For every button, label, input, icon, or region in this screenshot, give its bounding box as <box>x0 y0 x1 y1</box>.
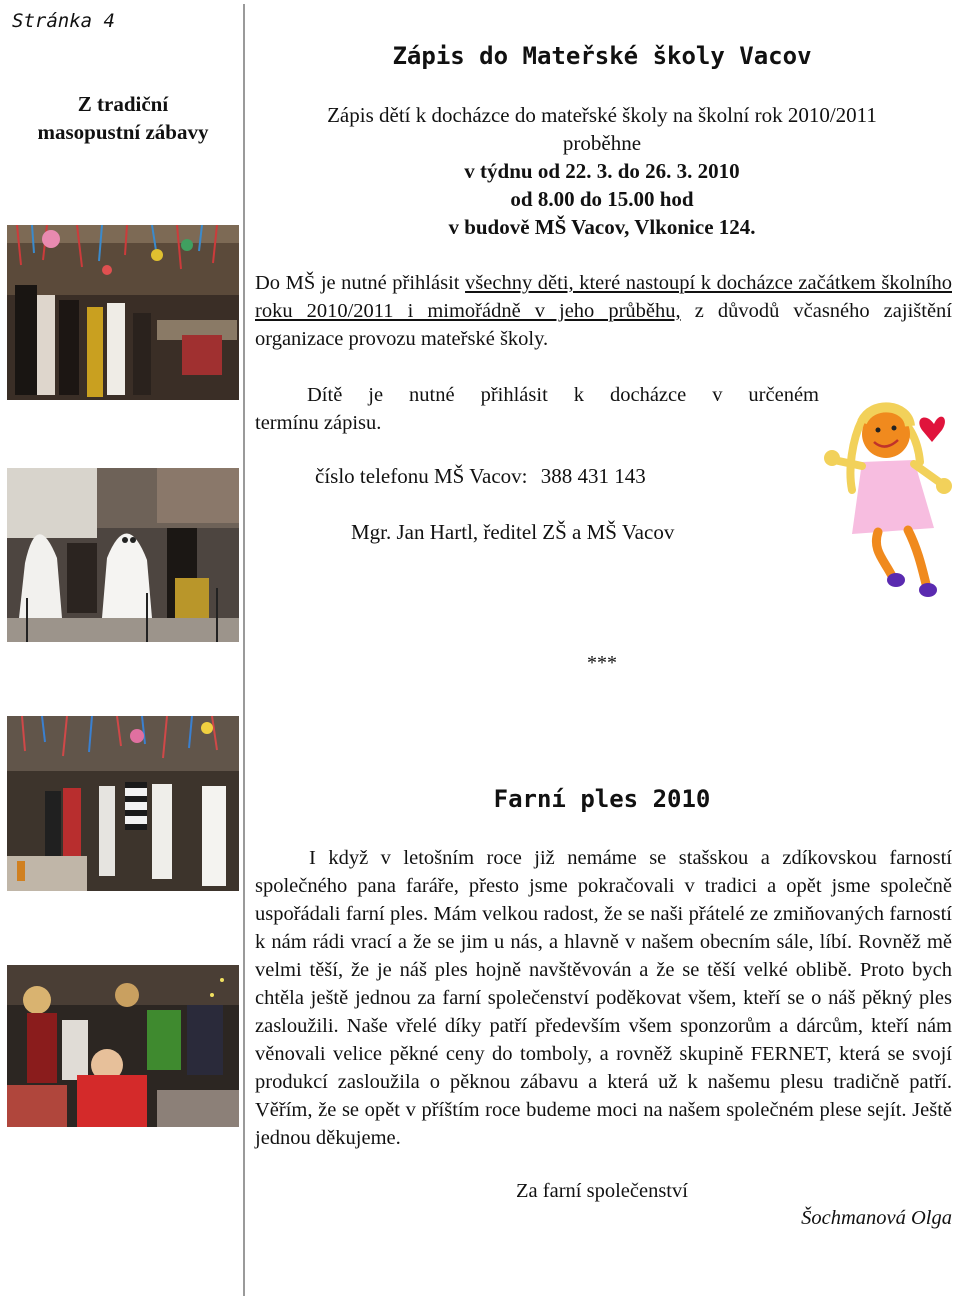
section-separator: *** <box>587 652 617 674</box>
phone-label: číslo telefonu MŠ Vacov: <box>315 464 528 488</box>
carnival-photo-3 <box>7 716 239 891</box>
enrollment-dates <box>252 157 952 241</box>
enrollment-line-2: proběhne <box>562 131 642 155</box>
enrollment-intro <box>252 101 952 157</box>
enrollment-paragraph <box>255 269 952 353</box>
carnival-photo-2 <box>7 468 239 642</box>
column-divider <box>243 4 245 1296</box>
enrollment-paragraph-underlined: všechny děti, které nastoupí k docházce začátkem školního roku 2010/2011 i mimořádně v jeho průběhu, <box>255 272 952 322</box>
enrollment-signature: Mgr. Jan Hartl, ředitel ZŠ a MŠ Vacov <box>351 520 675 544</box>
phone-number: 388 431 143 <box>540 464 646 488</box>
enrollment-line-1: Zápis dětí k docházce do mateřské školy na školní rok 2010/2011 <box>327 103 877 127</box>
girl-clipart-image <box>822 400 954 602</box>
enrollment-title: Zápis do Mateřské školy Vacov <box>392 42 812 70</box>
enrollment-paragraph-2-line-2: termínu zápisu. <box>255 412 382 434</box>
page-number: Stránka 4 <box>12 10 115 32</box>
ball-title: Farní ples 2010 <box>493 785 711 813</box>
ball-author: Šochmanová Olga <box>801 1207 952 1229</box>
sidebar-title-line-1: Z tradiční <box>77 92 169 116</box>
enrollment-paragraph-start: Do MŠ je nutné přihlásit <box>255 272 466 294</box>
ball-paragraph: I když v letošním roce již nemáme se stašskou a zdíkovskou farností společného pana faráře, přesto jsme pokračovali v tradici a opět jsme společně uspořádali farní ples. Mám velkou radost, že se naši přátelé ze zmiňovaných farností k nám rádi vrací a že se jim u nás, a hlavně v našem obecním sále, líbí. Rovněž mě velmi těší, že je náš ples hojně navštěvován a že se těší velké oblibě. Proto bych chtěla ještě jednou za farní společenství poděkovat všem, kteří se o náš pěkný ples zasloužili. Naše vřelé díky patří především všem sponzorům a dárcům, kteří nám věnovali velice pěkné ceny do tomboly, a rovněž skupině FERNET, která se svojí produkcí zasloužila o pěknou zábavu a která už k našemu plesu tradičně patří. Věřím, že se opět v příštím roce budeme moci na našem společném plese sejít. Ještě jednou děkujeme. <box>255 847 952 1149</box>
ball-closing: Za farní společenství <box>516 1180 688 1202</box>
enrollment-paragraph-end: z důvodů včasného zajištění organizace provozu mateřské školy. <box>255 300 952 350</box>
enrollment-paragraph-2-line-1: Dítě je nutné přihlásit k docházce v určeném <box>307 384 819 406</box>
carnival-photo-4 <box>7 965 239 1127</box>
enrollment-line-3: v týdnu od 22. 3. do 26. 3. 2010 <box>464 159 740 183</box>
enrollment-line-4: od 8.00 do 15.00 hod <box>510 187 694 211</box>
sidebar-title <box>10 90 236 146</box>
phone-line <box>315 464 646 489</box>
enrollment-line-5: v budově MŠ Vacov, Vlkonice 124. <box>448 215 756 239</box>
sidebar-title-line-2: masopustní zábavy <box>37 120 209 144</box>
enrollment-paragraph-2 <box>255 381 819 437</box>
carnival-photo-1 <box>7 225 239 400</box>
